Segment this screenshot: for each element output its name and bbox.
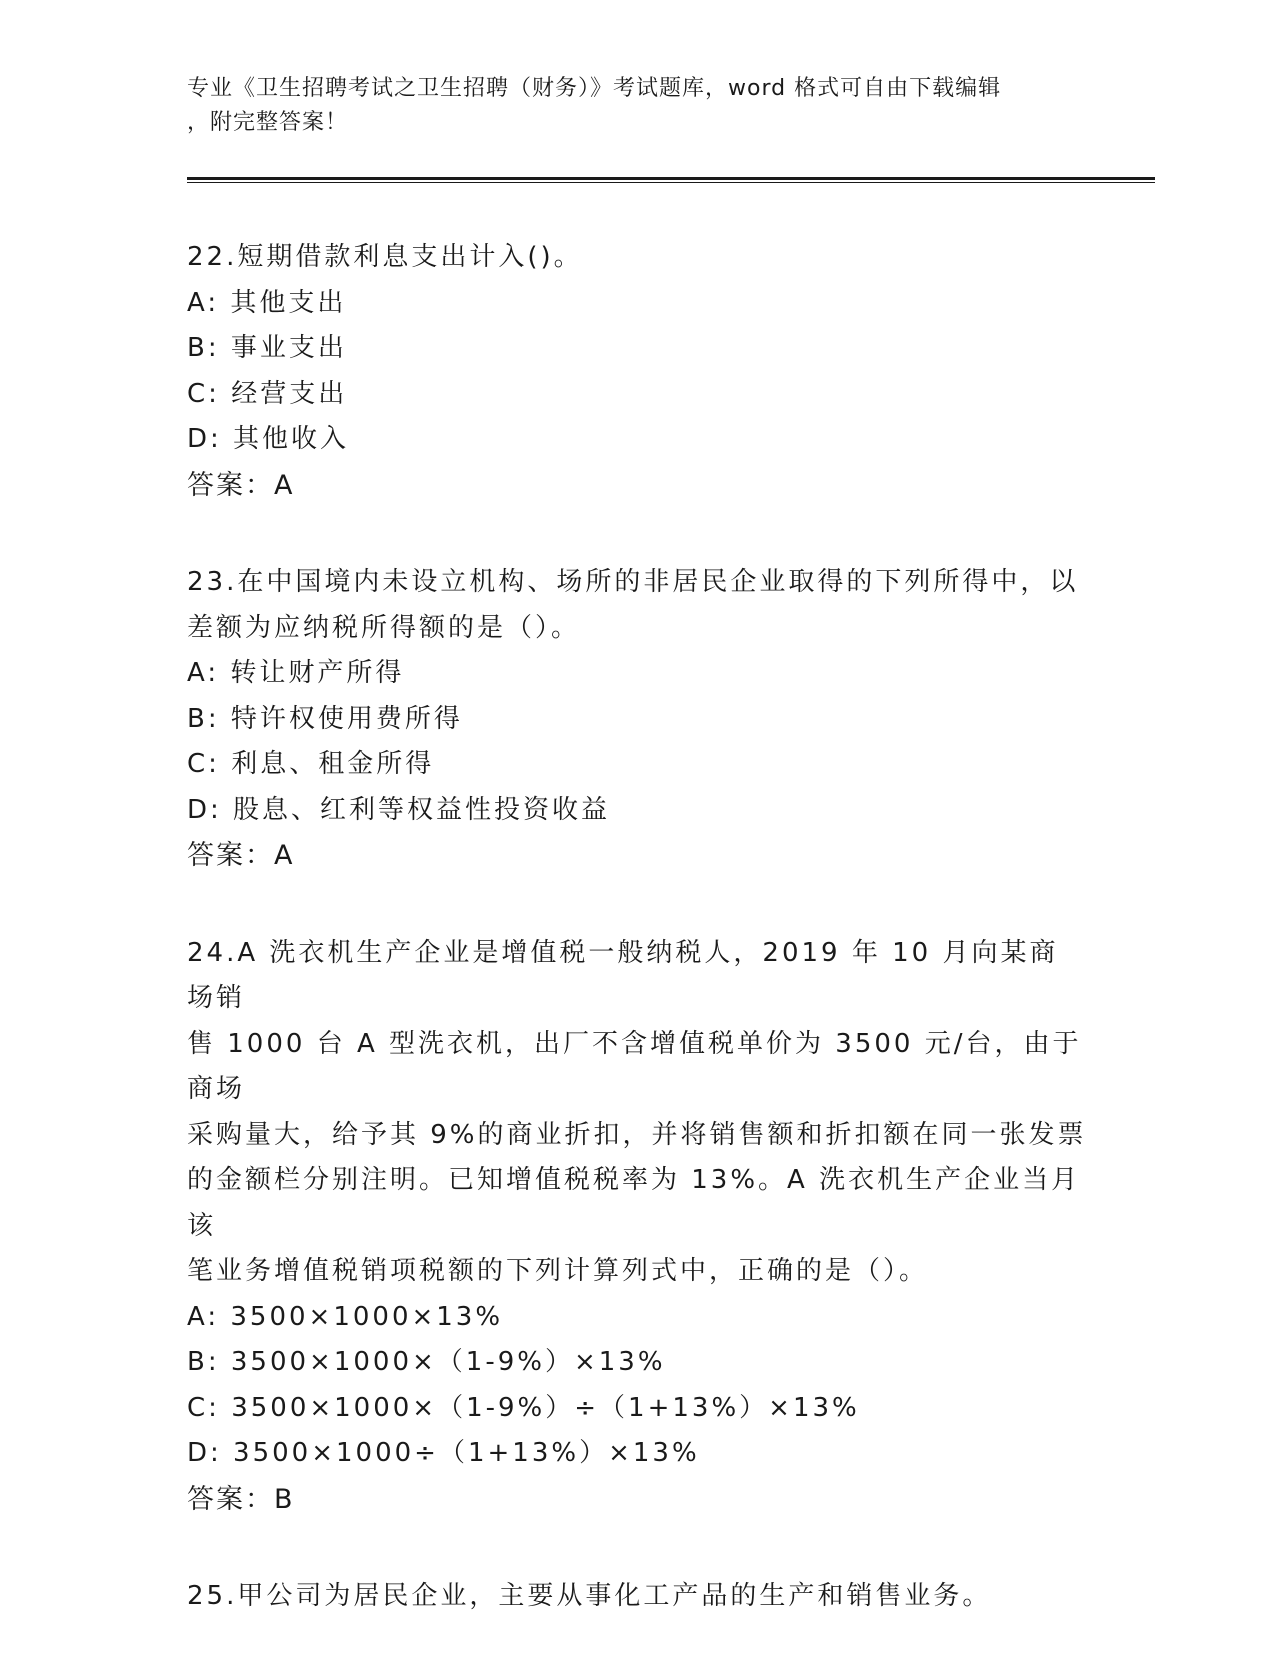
option-label: C: xyxy=(187,1392,220,1423)
option-a xyxy=(187,281,1087,327)
option-d xyxy=(187,1431,1087,1477)
option-label: B: xyxy=(187,333,220,363)
option-text: 特许权使用费所得 xyxy=(230,703,463,734)
header-line-1: 专业《卫生招聘考试之卫生招聘（财务）》考试题库，word 格式可自由下载编辑 xyxy=(187,76,1002,101)
option-a xyxy=(187,651,1087,697)
option-text: 3500×1000×（1-9%）×13% xyxy=(230,1347,666,1377)
answer-label: 答案： xyxy=(187,840,274,871)
option-label: C: xyxy=(187,378,220,409)
document-header xyxy=(187,72,1087,140)
option-d xyxy=(187,417,1087,463)
option-label: C: xyxy=(187,749,220,779)
option-label: A: xyxy=(187,658,220,688)
option-text: 股息、红利等权益性投资收益 xyxy=(233,794,611,825)
answer-line xyxy=(187,1477,1087,1523)
option-a xyxy=(187,1295,1087,1341)
answer-value: A xyxy=(274,840,295,871)
question-stem: 售 1000 台 A 型洗衣机，出厂不含增值税单价为 3500 元/台，由于商场 xyxy=(187,1028,1082,1104)
answer-value: A xyxy=(274,469,295,501)
answer-value: B xyxy=(274,1483,295,1515)
question-stem: 笔业务增值税销项税额的下列计算列式中，正确的是（）。 xyxy=(187,1256,929,1286)
option-label: A: xyxy=(187,287,220,318)
option-label: D: xyxy=(187,794,222,825)
option-text: 事业支出 xyxy=(230,333,347,363)
option-b xyxy=(187,326,1087,372)
option-text: 经营支出 xyxy=(231,378,348,409)
option-text: 利息、租金所得 xyxy=(231,749,435,779)
answer-line xyxy=(187,833,1087,879)
question-stem: 差额为应纳税所得额的是（）。 xyxy=(187,612,581,643)
answer-label: 答案： xyxy=(187,1483,274,1515)
question-stem: 采购量大，给予其 9%的商业折扣，并将销售额和折扣额在同一张发票 xyxy=(187,1119,1087,1150)
header-line-2: ，附完整答案！ xyxy=(187,110,349,135)
header-divider-thin xyxy=(187,182,1155,183)
option-c xyxy=(187,372,1087,418)
option-label: B: xyxy=(187,1347,220,1377)
option-label: B: xyxy=(187,703,220,734)
option-text: 转让财产所得 xyxy=(230,658,405,688)
question-stem: 25.甲公司为居民企业，主要从事化工产品的生产和销售业务。 xyxy=(187,1581,992,1611)
question-24 xyxy=(187,931,1087,1523)
option-label: A: xyxy=(187,1301,220,1332)
header-divider-thick xyxy=(187,177,1155,180)
option-text: 其他收入 xyxy=(233,424,350,454)
option-c xyxy=(187,742,1087,788)
option-text: 其他支出 xyxy=(230,287,347,318)
option-text: 3500×1000×13% xyxy=(230,1301,504,1332)
option-b xyxy=(187,697,1087,743)
question-stem: 24.A 洗衣机生产企业是增值税一般纳税人，2019 年 10 月向某商场销 xyxy=(187,937,1059,1013)
option-label: D: xyxy=(187,424,222,454)
question-22 xyxy=(187,235,1087,508)
question-stem: 23.在中国境内未设立机构、场所的非居民企业取得的下列所得中，以 xyxy=(187,567,1079,597)
option-b xyxy=(187,1340,1087,1386)
option-text: 3500×1000×（1-9%）÷（1+13%）×13% xyxy=(231,1392,860,1423)
question-stem: 的金额栏分别注明。已知增值税税率为 13%。A 洗衣机生产企业当月该 xyxy=(187,1165,1081,1241)
option-text: 3500×1000÷（1+13%）×13% xyxy=(233,1438,700,1468)
option-d xyxy=(187,788,1087,834)
question-23 xyxy=(187,560,1087,879)
question-25 xyxy=(187,1574,1087,1620)
question-list xyxy=(187,235,1087,1672)
option-label: D: xyxy=(187,1438,222,1468)
option-c xyxy=(187,1386,1087,1432)
answer-label: 答案： xyxy=(187,469,274,501)
answer-line xyxy=(187,463,1087,509)
question-stem: 22.短期借款利息支出计入()。 xyxy=(187,242,583,272)
